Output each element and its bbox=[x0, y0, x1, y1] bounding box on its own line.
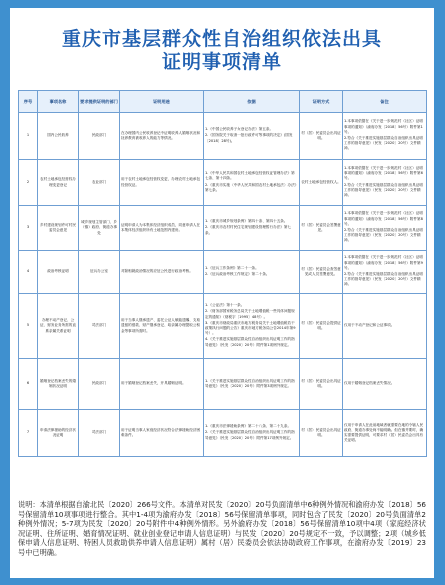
row-seq bbox=[19, 359, 38, 410]
row-dept bbox=[79, 160, 120, 206]
row-item-name bbox=[38, 359, 79, 410]
row-basis bbox=[204, 251, 300, 294]
row-basis-text: 1.《重庆市城乡规划条例》第四十条、第四十五条。 2.《重庆市农村村民住宅规划建设管理暂行办法》第七条。 bbox=[205, 219, 292, 235]
row-dept bbox=[79, 206, 120, 251]
row-use bbox=[120, 206, 204, 251]
row-method bbox=[300, 359, 343, 410]
row-method bbox=[300, 294, 343, 359]
row-basis-text: 1.《征兵工作条例》第二十一条。 2.《征兵政治考核工作规定》第二十条。 bbox=[205, 265, 270, 276]
row-remark-text: 仅用于婚姻登记档案丢失情况。 bbox=[344, 381, 395, 386]
row-basis bbox=[204, 410, 300, 457]
row-item-name bbox=[38, 294, 79, 359]
row-seq bbox=[19, 113, 38, 160]
row-item-name-text: 农村土地承包经营权办理变更登记 bbox=[40, 177, 76, 187]
row-method-text: 村（居）民委员会签署意见。 bbox=[301, 222, 341, 232]
row-item-name-text: 国内公民收养 bbox=[47, 133, 69, 138]
row-method-text: 村（居）民委员会查签意见或人员签署意见。 bbox=[301, 266, 341, 276]
footnote: 说明：本清单根据自渝北民〔2020〕266号文件。本清单对民发〔2020〕20号负面清单中6种例外情况和渝府办发〔2018〕56号保留清单10项事项进行整合。其中1-4项为渝府办发〔2018〕56号保留清单事项，同时包含了民发〔2020〕20号负面清单2种例外情况；5-7项为民发〔2020〕20号附件中4种例外情形。另外渝府办发〔2018〕56号保留清单10项中4项（家庭经济状况证明、住所证明、婚育情况证明、就业创业登记申请人信息证明）与民发〔2020〕20号规定不一致，予以调整；2项（城乡低保申请人信息证明、特困人员救助供养申请人信息证明）属村（居）民委员会依法协助政府工作事项，在渝府办发〔2019〕23号中已明确。 bbox=[18, 500, 426, 557]
row-item-name-text: 婚姻登记档案丢失的婚姻状况证明 bbox=[40, 378, 76, 388]
row-remark-text: 1.本事项依据在《关于进一步规范村（社区）证明事项的通知》（渝府办发〔2018〕56号）附件第8号。 2.符合《关于推进实施基层群众自治组织出具证明工作的指导意见》（民发〔2020〕20号）文件精神。 bbox=[344, 211, 423, 243]
row-seq-text: 4 bbox=[26, 269, 30, 274]
notice-poster bbox=[10, 8, 434, 578]
row-item-name bbox=[38, 206, 79, 251]
title-line-1: 重庆市基层群众性自治组织依法出具 bbox=[61, 28, 382, 50]
row-dept-text: 民政部门 bbox=[91, 133, 107, 138]
row-remark-text: 1.本事项依据在《关于进一步规范村（社区）证明事项的通知》（渝府办发〔2018〕56号）附件第9号。 2.符合《关于推进实施基层群众自治组织出具证明工作的指导意见》（民发〔2020〕20号）文件精神。 bbox=[344, 255, 423, 287]
row-seq bbox=[19, 206, 38, 251]
row-basis-text: 1.《中国公民收养子女登记办法》第五条。 2.《国务院关于取消一批行政许可等事项的决定》(国发〔2018〕28号)。 bbox=[205, 127, 293, 143]
row-seq-text: 1 bbox=[26, 133, 30, 138]
page-title bbox=[10, 28, 434, 74]
row-remark-text: 1.本事项依据在《关于进一步规范村（社区）证明事项的通知》（渝府办发〔2018〕56号）附件第1号。 2.符合《关于推进实施基层群众自治组织出具证明工作的指导意见》（民发〔2020〕20号）文件精神。 bbox=[344, 119, 423, 151]
row-use-text: 用于农村土地承包经营权变更，办理农村土地承包经营权证。 bbox=[121, 177, 201, 187]
row-seq bbox=[19, 160, 38, 206]
header-dept: 要求提供证明的部门 bbox=[79, 91, 120, 113]
row-basis-text: 1.《中华人民共和国农村土地承包经营权证管理办法》第七条、第十四条。 2.《重庆市实施〈中华人民共和国农村土地承包法〉办法》第七条。 bbox=[205, 171, 297, 192]
row-method bbox=[300, 206, 343, 251]
row-basis-text: 1.《公证法》第十一条。 2.《财务部国家税务总局关于土地增值税一些具体问题规定的通知》（财税字〔1995〕48号）。 3.《重庆市财政局重庆市地方税务局关于土地增值税若干政策执行问题的公告》重庆市地方税务局公告2014年第9号）。 4.《关于推进实施基层群众性自治组织出具证明工作的指导意见》（民发〔2020〕20号）附件第1项例外规定。 bbox=[205, 303, 296, 347]
row-seq bbox=[19, 251, 38, 294]
row-remark bbox=[343, 294, 427, 359]
row-method bbox=[300, 251, 343, 294]
row-use bbox=[120, 359, 204, 410]
table-row bbox=[19, 113, 427, 160]
row-remark bbox=[343, 113, 427, 160]
row-use-text: 用于证明当事人家庭经济状况符合法律援助经济困难条件。 bbox=[121, 427, 201, 437]
row-seq-text: 2 bbox=[26, 179, 30, 184]
row-item-name bbox=[38, 160, 79, 206]
row-item-name bbox=[38, 113, 79, 160]
row-method-text: 村（居）民委员会出具证明。 bbox=[301, 130, 341, 140]
row-method-text: 农村土地承包经营权人。 bbox=[301, 179, 341, 184]
header-basis: 依据 bbox=[204, 91, 300, 113]
row-dept-text: 城乡规划主管部门、乡（镇）政府、街道办事处 bbox=[81, 220, 117, 235]
header-method: 证明方式 bbox=[300, 91, 343, 113]
row-remark bbox=[343, 160, 427, 206]
row-dept-text: 征兵办公室 bbox=[90, 269, 108, 274]
row-basis bbox=[204, 294, 300, 359]
row-use-text: 对除相貌政治情况的应征公民进行政治考核。 bbox=[121, 269, 193, 274]
row-dept bbox=[79, 113, 120, 160]
row-use bbox=[120, 294, 204, 359]
row-method bbox=[300, 410, 343, 457]
table-row bbox=[19, 359, 427, 410]
row-basis bbox=[204, 206, 300, 251]
row-remark bbox=[343, 206, 427, 251]
certificate-items-table bbox=[18, 90, 427, 457]
row-basis-text: 1.《关于推进实施基层群众性自治组织出具证明工作的指导意见》（民发〔2020〕20号）附件第3项例外规定。 bbox=[205, 378, 295, 388]
table-row bbox=[19, 206, 427, 251]
header-use: 证明用途 bbox=[120, 91, 204, 113]
row-use bbox=[120, 113, 204, 160]
row-method-text: 村（居）民委员会出具证明。 bbox=[301, 427, 341, 437]
table-row bbox=[19, 251, 427, 294]
row-seq bbox=[19, 410, 38, 457]
row-use-text: 在办理国内公民收养登记中证明收养人婚姻状况和抚养教育被收养人的能力等情况。 bbox=[121, 130, 201, 140]
row-item-name bbox=[38, 410, 79, 457]
row-use bbox=[120, 160, 204, 206]
table-row bbox=[19, 294, 427, 359]
row-item-name bbox=[38, 251, 79, 294]
row-dept bbox=[79, 359, 120, 410]
row-basis bbox=[204, 359, 300, 410]
row-basis-text: 1.《重庆市法律援助条例》第二十八条、第二十九条。 2.《关于推进实施基层群众性自治组织出具证明工作的指导意见》（民发〔2020〕20号）附件第17项例外规定。 bbox=[205, 424, 295, 440]
table-header-row bbox=[19, 91, 427, 113]
row-remark bbox=[343, 410, 427, 457]
row-dept bbox=[79, 294, 120, 359]
row-remark-text: 仅用于申请人在此前地域者就需要在地的令辖人民政府、街道办事处尚不能明确。但在镇并要时，确实需要提供证明，可要求村（居）民委员会出具有关证明。 bbox=[344, 422, 424, 443]
header-item-name: 事项名称 bbox=[38, 91, 79, 113]
row-method bbox=[300, 160, 343, 206]
row-method-text: 村（居）民委员会出具证明。 bbox=[301, 378, 341, 388]
row-use bbox=[120, 410, 204, 457]
header-seq: 序号 bbox=[19, 91, 38, 113]
row-dept-text: 司法部门 bbox=[91, 323, 107, 328]
title-line-2: 证明事项清单 bbox=[161, 51, 282, 73]
row-use-text: 证明申请人为本集体经济组织成员，同意申请人在本集体经济组织所有土地范围内建房。 bbox=[121, 222, 201, 232]
row-remark-text: 仅用于不动产登记和公证事项。 bbox=[344, 323, 395, 328]
row-use bbox=[120, 251, 204, 294]
row-basis bbox=[204, 160, 300, 206]
row-use-text: 用于当事人继承遗产、委托公证人赋能遗嘱、支取遗留的借款、财产继承登记、给亲属办理提取公积金等事项所需时。 bbox=[121, 318, 201, 333]
row-method-text: 村（居）民委员会提供证明。 bbox=[301, 320, 341, 330]
row-remark-text: 1.本事项依据在《关于进一步规范村（社区）证明事项的通知》（渝府办发〔2018〕56号）附件第6号。 2.符合《关于推进实施基层群众自治组织出具证明工作的指导意见》（民发〔2020〕20号）文件精神。 bbox=[344, 165, 423, 197]
header-remark: 备注 bbox=[343, 91, 427, 113]
row-remark bbox=[343, 251, 427, 294]
row-remark bbox=[343, 359, 427, 410]
row-seq-text: 6 bbox=[26, 381, 30, 386]
row-seq-text: 7 bbox=[26, 430, 30, 435]
row-dept-text: 民政部门 bbox=[91, 381, 107, 386]
row-seq-text: 3 bbox=[26, 225, 30, 230]
row-seq-text: 5 bbox=[26, 323, 30, 328]
row-dept-text: 农业部门 bbox=[91, 179, 107, 184]
row-item-name-text: 乡村建设规划许可村民委员会意见 bbox=[40, 222, 76, 232]
row-dept bbox=[79, 251, 120, 294]
row-item-name-text: 办理不动产登记、公证、财务业务所需的直系亲属关系证明 bbox=[40, 318, 76, 333]
row-dept-text: 司法部门 bbox=[91, 430, 107, 435]
row-item-name-text: 申请法律援助的经济状况证明 bbox=[40, 427, 76, 437]
row-use-text: 用于婚姻登记档案丢失，开具婚姻证明。 bbox=[121, 381, 186, 386]
row-item-name-text: 政治考核证明 bbox=[47, 269, 69, 274]
row-method bbox=[300, 113, 343, 160]
table-row bbox=[19, 410, 427, 457]
row-seq bbox=[19, 294, 38, 359]
row-basis bbox=[204, 113, 300, 160]
row-dept bbox=[79, 410, 120, 457]
table-row bbox=[19, 160, 427, 206]
